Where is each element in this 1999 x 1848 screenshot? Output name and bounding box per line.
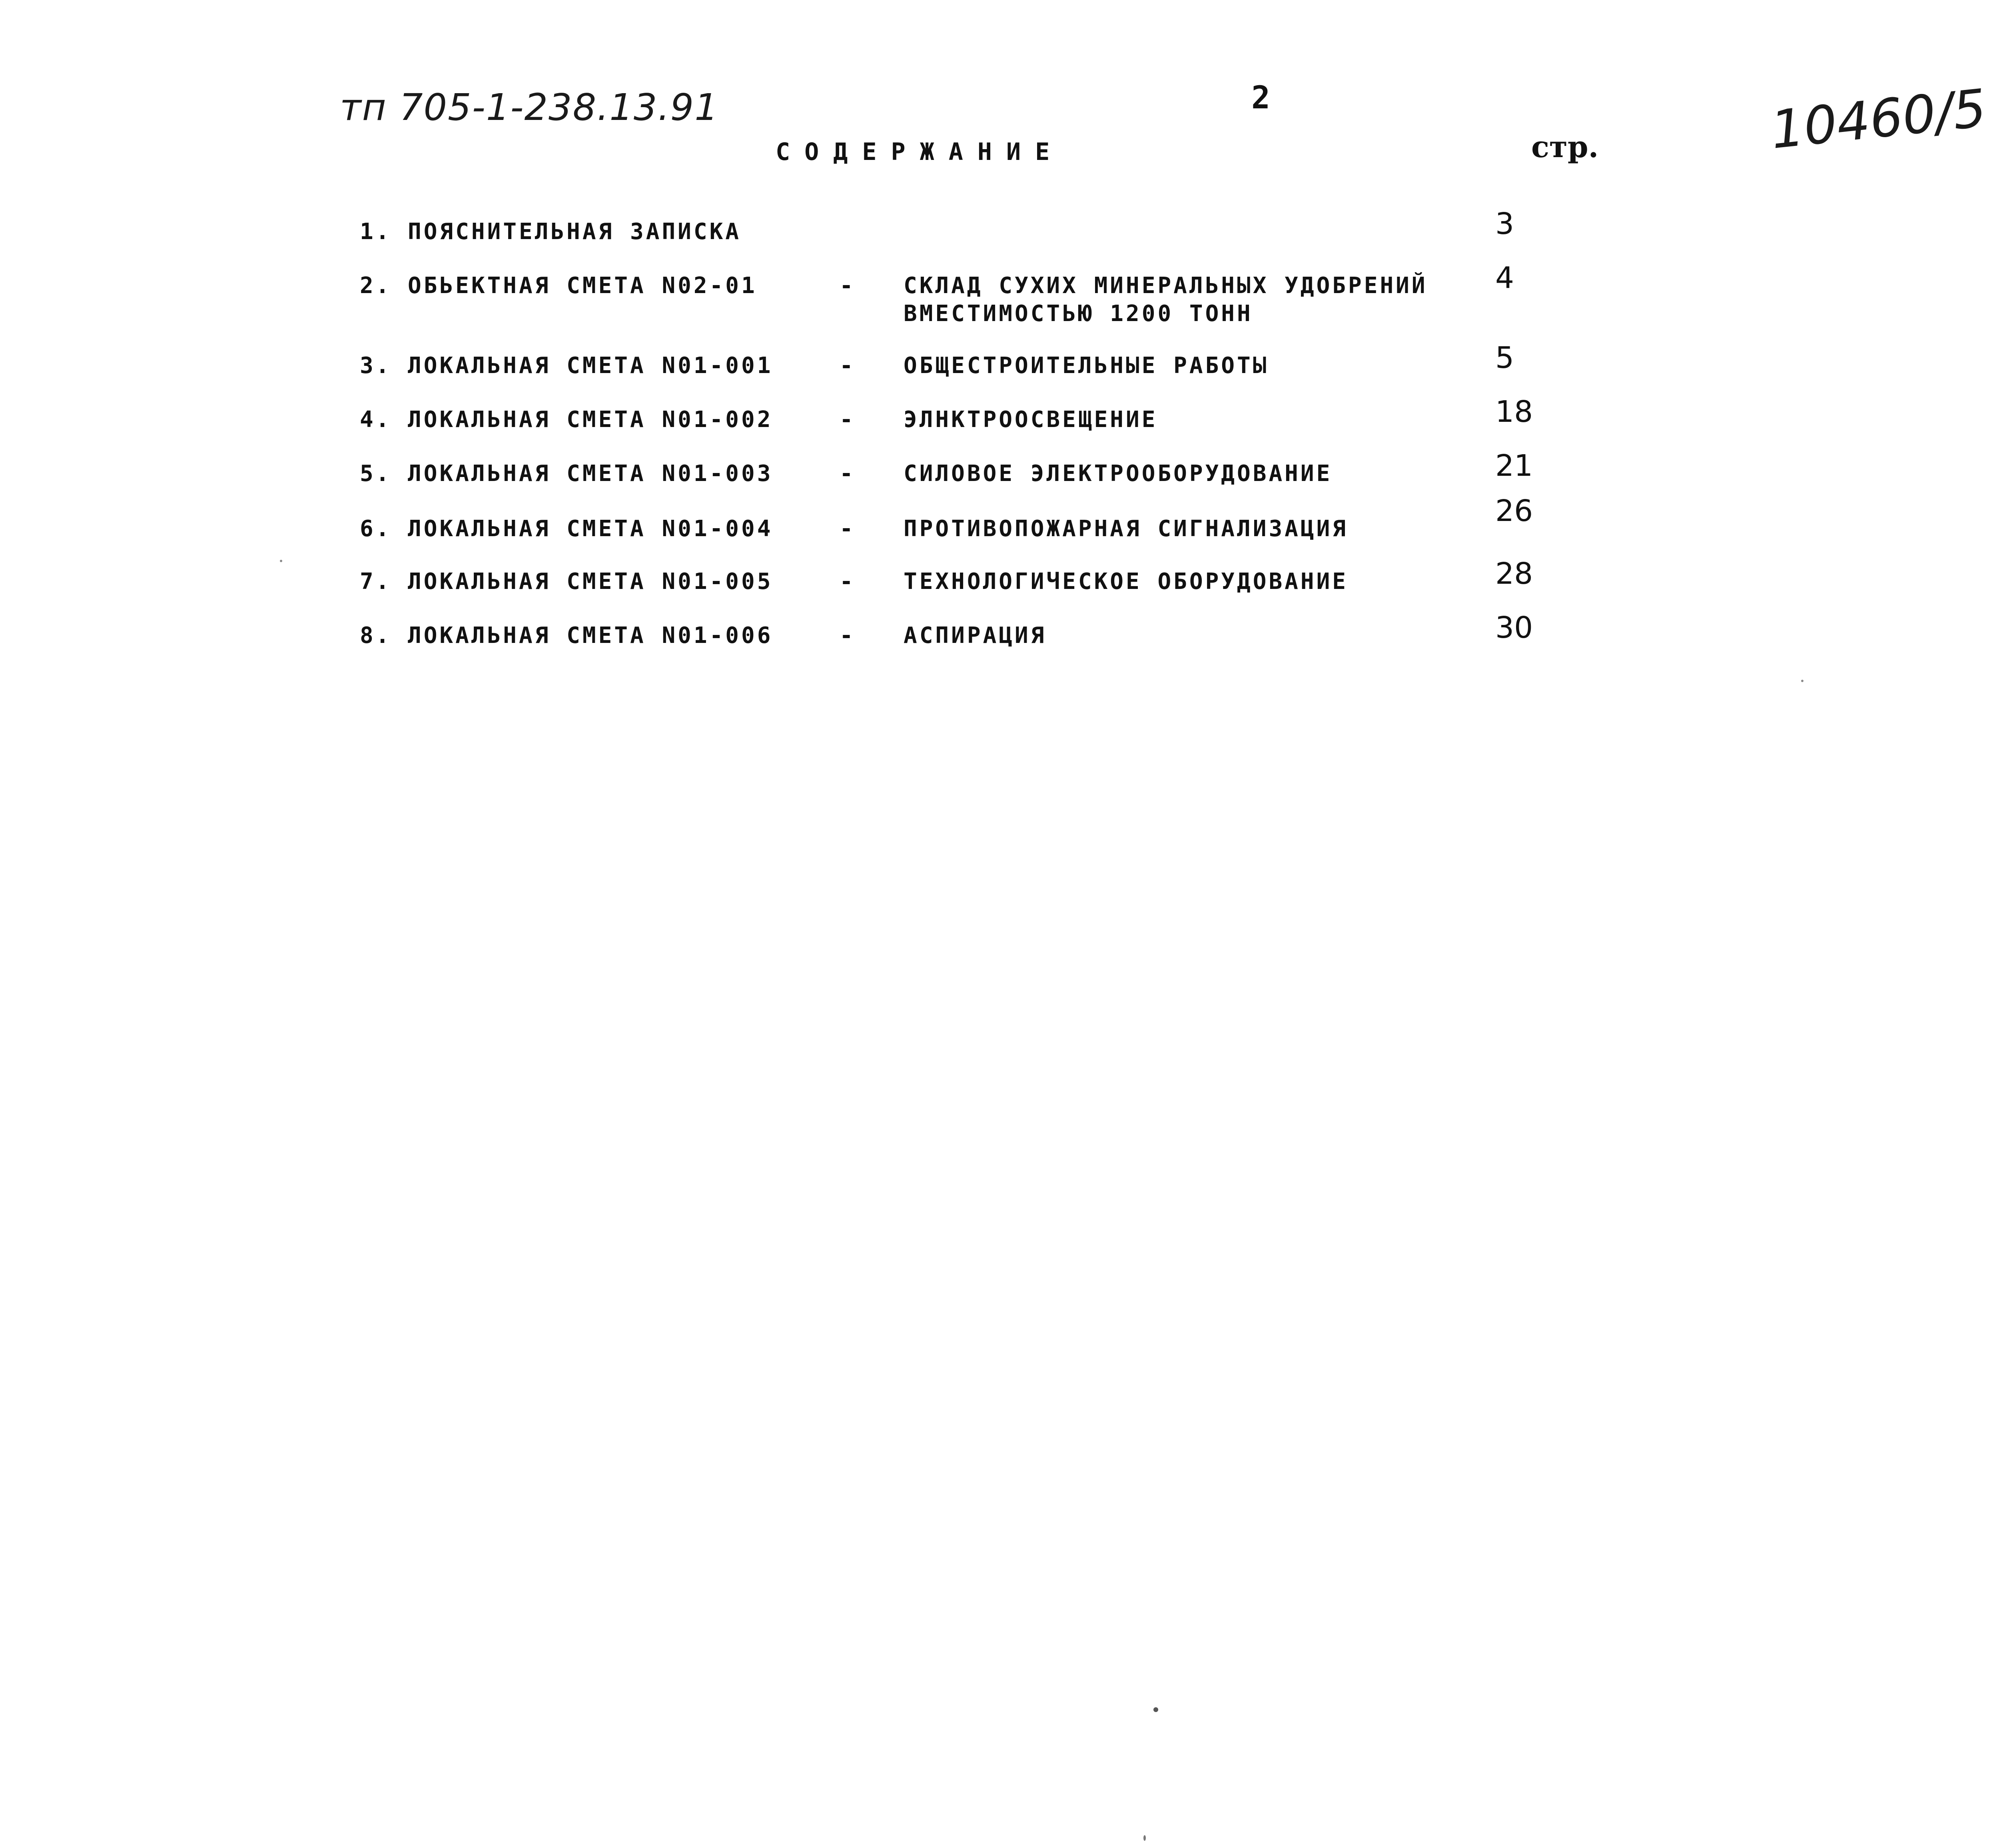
row-page: 26 bbox=[1495, 494, 1533, 528]
row-page: 21 bbox=[1495, 449, 1533, 483]
row-dash: - bbox=[840, 461, 856, 487]
row-dash: - bbox=[840, 273, 856, 299]
row-number: 5. bbox=[360, 461, 392, 487]
row-description: АСПИРАЦИЯ bbox=[904, 623, 1047, 649]
row-description: ПРОТИВОПОЖАРНАЯ СИГНАЛИЗАЦИЯ bbox=[904, 516, 1349, 542]
row-description: СКЛАД СУХИХ МИНЕРАЛЬНЫХ УДОБРЕНИЙ bbox=[904, 273, 1428, 299]
scan-speck bbox=[1801, 680, 1803, 682]
row-number: 3. bbox=[360, 353, 392, 379]
row-description: СИЛОВОЕ ЭЛЕКТРООБОРУДОВАНИЕ bbox=[904, 461, 1333, 487]
row-document: ПОЯСНИТЕЛЬНАЯ ЗАПИСКА bbox=[408, 219, 742, 245]
row-dash: - bbox=[840, 623, 856, 649]
row-document: ЛОКАЛЬНАЯ СМЕТА N01-005 bbox=[408, 569, 773, 595]
scan-speck bbox=[280, 560, 282, 562]
row-document: ЛОКАЛЬНАЯ СМЕТА N01-001 bbox=[408, 353, 773, 379]
archive-number: 10460/5 bbox=[1768, 77, 1989, 161]
scan-speck bbox=[1153, 1707, 1158, 1712]
row-description: ОБЩЕСТРОИТЕЛЬНЫЕ РАБОТЫ bbox=[904, 353, 1269, 379]
row-description: ТЕХНОЛОГИЧЕСКОЕ ОБОРУДОВАНИЕ bbox=[904, 569, 1349, 595]
contents-row bbox=[0, 261, 1999, 332]
row-page: 3 bbox=[1495, 207, 1514, 241]
row-page: 18 bbox=[1495, 395, 1533, 429]
contents-row bbox=[0, 341, 1999, 412]
row-number: 8. bbox=[360, 623, 392, 649]
row-dash: - bbox=[840, 569, 856, 595]
row-description: ЭЛНКТРООСВЕЩЕНИЕ bbox=[904, 407, 1158, 433]
row-number: 6. bbox=[360, 516, 392, 542]
row-dash: - bbox=[840, 407, 856, 433]
row-dash: - bbox=[840, 516, 856, 542]
row-document: ЛОКАЛЬНАЯ СМЕТА N01-002 bbox=[408, 407, 773, 433]
page-number: 2 bbox=[1251, 80, 1270, 116]
contents-row bbox=[0, 557, 1999, 628]
row-document: ЛОКАЛЬНАЯ СМЕТА N01-004 bbox=[408, 516, 773, 542]
row-dash: - bbox=[840, 353, 856, 379]
row-number: 1. bbox=[360, 219, 392, 245]
row-page: 28 bbox=[1495, 557, 1533, 591]
contents-title: СОДЕРЖАНИЕ bbox=[776, 138, 1064, 166]
row-document: ОБЬЕКТНАЯ СМЕТА N02-01 bbox=[408, 273, 757, 299]
page-column-label: стр. bbox=[1531, 130, 1599, 164]
document-code: тп 705-1-238.13.91 bbox=[340, 86, 719, 129]
contents-row bbox=[0, 611, 1999, 682]
contents-row bbox=[0, 494, 1999, 575]
row-number: 7. bbox=[360, 569, 392, 595]
row-number: 2. bbox=[360, 273, 392, 299]
row-number: 4. bbox=[360, 407, 392, 433]
row-document: ЛОКАЛЬНАЯ СМЕТА N01-006 bbox=[408, 623, 773, 649]
row-page: 30 bbox=[1495, 611, 1533, 645]
contents-row bbox=[0, 395, 1999, 466]
contents-row bbox=[0, 207, 1999, 278]
contents-row bbox=[0, 449, 1999, 520]
row-page: 4 bbox=[1495, 261, 1514, 295]
row-description-line2: ВМЕСТИМОСТЬЮ 1200 ТОНН bbox=[904, 301, 1253, 327]
scan-speck bbox=[1143, 1835, 1146, 1841]
row-page: 5 bbox=[1495, 341, 1514, 375]
row-document: ЛОКАЛЬНАЯ СМЕТА N01-003 bbox=[408, 461, 773, 487]
